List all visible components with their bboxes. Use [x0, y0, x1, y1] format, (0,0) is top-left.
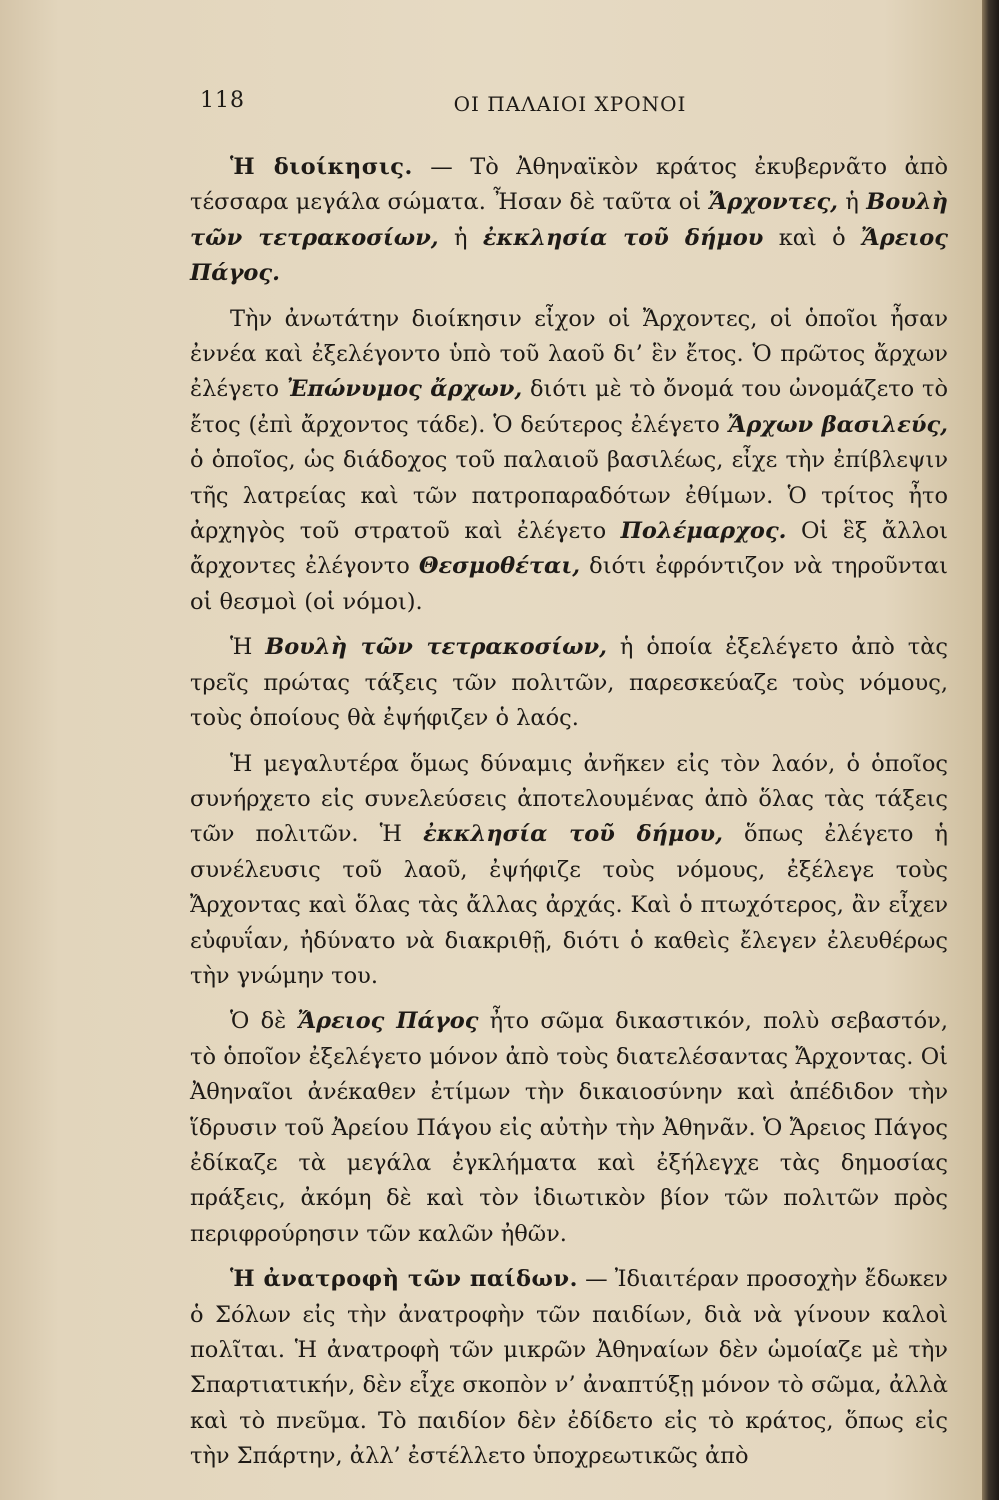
- text-run: Οἱ ἓξ ἄλλοι ἄρχοντες ἐλέγοντο: [190, 518, 948, 580]
- text-run: — Τὸ Ἀθηναϊκὸν κράτος ἐκυβερνᾶτο ἀπὸ τέσσαρα μεγάλα σώματα. Ἦσαν δὲ ταῦτα οἱ: [190, 154, 948, 216]
- text-run: ὅπως ἐλέγετο ἡ συνέλευσις τοῦ λαοῦ, ἐψήφιζε τοὺς νόμους, ἐξέλεγε τοὺς Ἄρχοντας καὶ ὅλας τὰς ἄλλας ἀρχάς. Καὶ ὁ πτωχότερος, ἂν εἶχεν εὐφυΐαν, ἠδύνατο νὰ διακριθῇ, διότι ὁ καθεὶς ἔλεγεν ἐλευθέρως τὴν γνώμην του.: [190, 821, 949, 989]
- text-run: Ἡ: [230, 634, 266, 661]
- page-header: [200, 88, 940, 128]
- text-run: διότι ἐφρόντιζον νὰ τηροῦνται οἱ θεσμοὶ (οἱ νόμοι).: [190, 553, 948, 615]
- text-run: ἦτο σῶμα δικαστικόν, πολὺ σεβαστόν, τὸ ὁποῖον ἐξελέγετο μόνον ἀπὸ τοὺς διατελέσαντας Ἄρχοντας. Οἱ Ἀθηναῖοι ἀνέκαθεν ἐτίμων τὴν δικαιοσύνην καὶ ἀπέδιδον τὴν ἵδρυσιν τοῦ Ἀρείου Πάγου εἰς αὐτὴν τὴν Ἀθηνᾶν. Ὁ Ἄρειος Πάγος ἐδίκαζε τὰ μεγάλα ἐγκλήματα καὶ ἐξήλεγχε τὰς δημοσίας πράξεις, ἀκόμη δὲ καὶ τὸν ἰδιωτικὸν βίον τῶν πολιτῶν πρὸς περιφρούρησιν τῶν καλῶν ἠθῶν.: [190, 1008, 948, 1247]
- text-run: — Ἰδιαιτέραν προσοχὴν ἔδωκεν ὁ Σόλων εἰς τὴν ἀνατροφὴν τῶν παιδίων, διὰ νὰ γίνουν καλοὶ πολῖται. Ἡ ἀνατροφὴ τῶν μικρῶν Ἀθηναίων δὲν ὡμοίαζε μὲ τὴν Σπαρτιατικήν, δὲν εἶχε σκοπὸν ν’ ἀναπτύξῃ μόνον τὸ σῶμα, ἀλλὰ καὶ τὸ πνεῦμα. Τὸ παιδίον δὲν ἐδίδετο εἰς τὸ κράτος, ὅπως εἰς τὴν Σπάρτην, ἀλλ’ ἐστέλλετο ὑποχρεωτικῶς ἀπὸ: [190, 1266, 948, 1470]
- emphasis-term: Βουλὴ τῶν τετρακοσίων,: [190, 189, 948, 251]
- emphasis-term: ἐκκλησία τοῦ δήμου,: [423, 821, 723, 848]
- paragraph-administration: [190, 150, 948, 292]
- emphasis-term: Ἄρειος Πάγος: [297, 1008, 479, 1035]
- paragraph-council: [190, 630, 948, 736]
- text-run: ὁ ὁποῖος, ὡς διάδοχος τοῦ παλαιοῦ βασιλέως, εἶχε τὴν ἐπίβλεψιν τῆς λατρείας καὶ τῶν πατροπαραδότων ἐθίμων. Ὁ τρίτος ἦτο ἀρχηγὸς τοῦ στρατοῦ καὶ ἐλέγετο: [190, 447, 948, 545]
- running-title: ΟΙ ΠΑΛΑΙΟΙ ΧΡΟΝΟΙ: [453, 92, 687, 116]
- emphasis-term: ἐκκλησία τοῦ δήμου: [482, 224, 764, 251]
- section-heading-education: Ἡ ἀνατροφὴ τῶν παίδων.: [230, 1266, 578, 1293]
- text-run: καὶ ὁ: [763, 224, 862, 251]
- emphasis-term: Θεσμοθέται,: [418, 553, 581, 580]
- body-text: [190, 150, 948, 1485]
- page-number: 118: [200, 88, 245, 113]
- text-run: ἡ ὁποία ἐξελέγετο ἀπὸ τὰς τρεῖς πρώτας τάξεις τῶν πολιτῶν, παρεσκεύαζε τοὺς νόμους, τοὺς ὁποίους θὰ ἐψήφιζεν ὁ λαός.: [190, 634, 949, 732]
- text-run: ἡ: [438, 224, 483, 251]
- text-run: Ἡ μεγαλυτέρα ὅμως δύναμις ἀνῆκεν εἰς τὸν λαόν, ὁ ὁποῖος συνήρχετο εἰς συνελεύσεις ἀποτελουμένας ἀπὸ ὅλας τὰς τάξεις τῶν πολιτῶν. Ἡ: [190, 750, 948, 848]
- text-run: ἡ: [838, 189, 867, 216]
- book-edge-shadow: [982, 0, 999, 1500]
- paragraph-education: [190, 1262, 948, 1474]
- section-heading-administration: Ἡ διοίκησις.: [230, 154, 413, 180]
- text-run: Τὴν ἀνωτάτην διοίκησιν εἶχον οἱ Ἄρχοντες, οἱ ὁποῖοι ἦσαν ἐννέα καὶ ἐξελέγοντο ὑπὸ τοῦ λαοῦ δι’ ἓν ἔτος. Ὁ πρῶτος ἄρχων ἐλέγετο: [190, 305, 948, 403]
- emphasis-term: Ἐπώνυμος ἄρχων,: [286, 376, 523, 403]
- emphasis-term: Ἄρχοντες,: [708, 189, 838, 216]
- emphasis-term: Ἄρχων βασιλεύς,: [727, 411, 948, 438]
- text-run: Ὁ δὲ: [230, 1008, 298, 1035]
- text-run: διότι μὲ τὸ ὄνομά του ὠνομάζετο τὸ ἔτος (ἐπὶ ἄρχοντος τάδε). Ὁ δεύτερος ἐλέγετο: [190, 376, 948, 438]
- paragraph-archons: [190, 302, 948, 621]
- emphasis-term: Πολέμαρχος.: [620, 518, 787, 545]
- paragraph-assembly: [190, 747, 948, 995]
- emphasis-term: Ἄρειος Πάγος.: [190, 224, 948, 287]
- paragraph-areopagus: [190, 1004, 948, 1252]
- emphasis-term: Βουλὴ τῶν τετρακοσίων,: [265, 634, 607, 661]
